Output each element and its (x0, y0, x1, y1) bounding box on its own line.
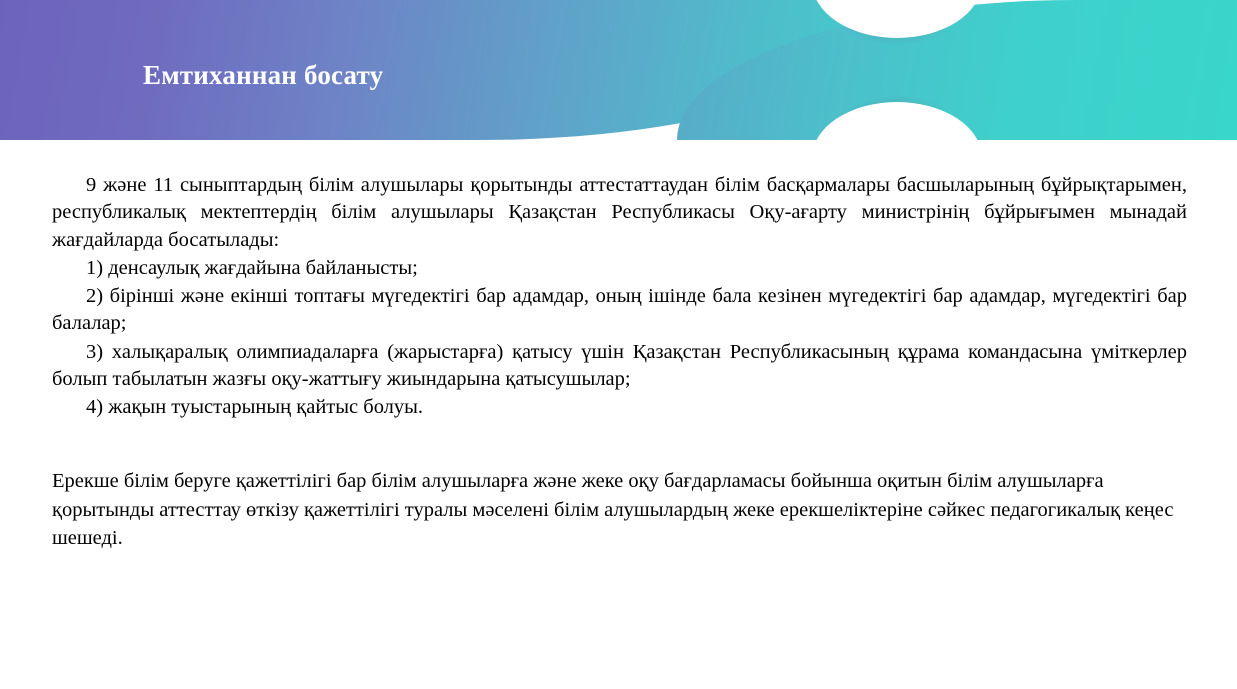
list-item: 2) бірінші және екінші топтағы мүгедектігі бар адамдар, оның ішінде бала кезінен мүгедектігі бар адамдар, мүгедектігі бар балалар; (52, 285, 1187, 335)
list-item: 3) халықаралық олимпиадаларға (жарыстарға) қатысу үшін Қазақстан Республикасының құрама командасына үміткерлер болып табылатын жазғы оқу-жаттығу жиындарына қатысушылар; (52, 340, 1187, 390)
list-item: 4) жақын туыстарының қайтыс болуы. (86, 396, 424, 418)
slide-body (52, 172, 1187, 552)
closing-block (52, 467, 1187, 552)
intro-paragraph: 9 және 11 сыныптардың білім алушылары қорытынды аттестаттаудан білім басқармалары басшыларының бұйрықтарымен, республикалық мектептердің білім алушылары Қазақстан Республикасы Оқу-ағарту министрінің бұйрығымен мынадай жағдайларда босатылады: (52, 174, 1187, 251)
page-title: Емтиханнан босату (143, 60, 384, 90)
list-item: 1) денсаулық жағдайына байланысты; (86, 256, 418, 279)
closing-paragraph: Ерекше білім беруге қажеттілігі бар білім алушыларға және жеке оқу бағдарламасы бойынша оқитын білім алушыларға қорытынды аттесттау өткізу қажеттілігі туралы мәселені білім алушылардың жеке ерекшеліктеріне сәйкес педагогикалық кеңес шешеді. (52, 470, 1174, 549)
